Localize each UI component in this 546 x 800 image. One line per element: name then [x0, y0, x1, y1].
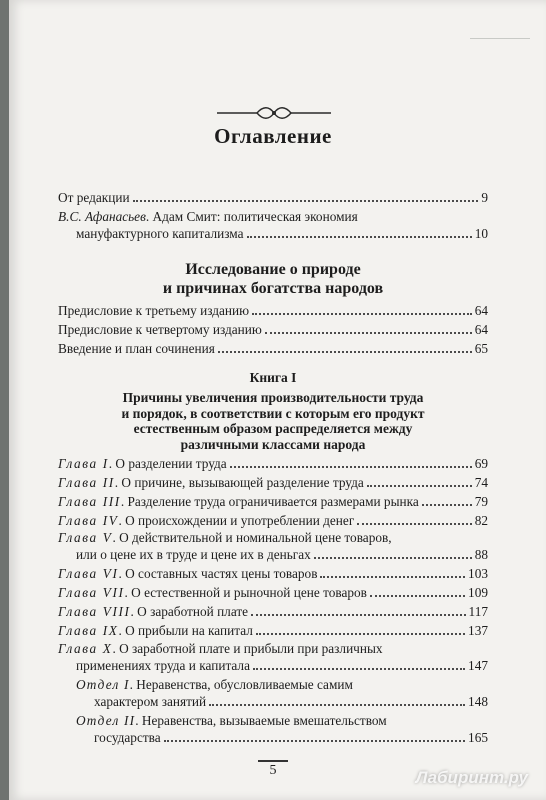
- book-subtitle-line: Причины увеличения производительности труда: [122, 390, 424, 405]
- page-number: 74: [474, 475, 488, 490]
- page-number: 165: [468, 730, 488, 745]
- book-title: Книга I: [249, 370, 297, 385]
- toc-entry-chapter-10[interactable]: [58, 641, 383, 657]
- entry-text: . О действительной и номинальной цене товаров,: [112, 530, 392, 545]
- entry-text: . Неравенства, обусловливаемые самим: [129, 677, 353, 692]
- entry-text: . О прибыли на капитал: [118, 623, 253, 638]
- page-number: 79: [474, 494, 488, 509]
- toc-entry-editorial[interactable]: [58, 190, 488, 206]
- leader-dots: [133, 190, 479, 202]
- page-number: 109: [468, 585, 488, 600]
- watermark: Лабиринт.ру: [415, 768, 528, 787]
- toc-entry-chapter-10-cont[interactable]: [76, 658, 488, 674]
- entry-text: . Неравенства, вызываемые вмешательством: [135, 713, 387, 728]
- toc-entry-chapter-4[interactable]: [58, 513, 488, 529]
- chapter-label: Глава VIII: [58, 604, 131, 619]
- entry-text-cont: или о цене их в труде и цене их в деньгах: [76, 547, 311, 562]
- page-number: 82: [474, 513, 488, 528]
- toc-entry-chapter-7[interactable]: [58, 585, 488, 601]
- leader-dots: [253, 658, 465, 670]
- toc-entry-afanasyev-cont[interactable]: [76, 226, 488, 242]
- leader-dots: [422, 494, 472, 506]
- page-number: 64: [474, 303, 488, 318]
- entry-text-cont: государства: [94, 730, 161, 745]
- entry-text: . О причине, вызывающей разделение труда: [114, 475, 364, 490]
- toc-entry-subsection-2[interactable]: [76, 713, 387, 729]
- toc-entry-subsection-2-cont[interactable]: [94, 730, 488, 746]
- entry-author: В.С. Афанасьев: [58, 209, 146, 224]
- entry-text: . О естественной и рыночной цене товаров: [124, 585, 367, 600]
- leader-dots: [367, 475, 472, 487]
- entry-text: . О разделении труда: [108, 456, 227, 471]
- chapter-label: Глава IX: [58, 623, 119, 638]
- toc-entry-chapter-6[interactable]: [58, 566, 488, 582]
- chapter-label: Глава I: [58, 456, 109, 471]
- toc-entry-chapter-9[interactable]: [58, 623, 488, 639]
- chapter-label: Глава II: [58, 475, 115, 490]
- entry-text: . О заработной плате и прибыли при различных: [112, 641, 383, 656]
- subsection-label: Отдел II: [76, 713, 136, 728]
- entry-text-cont: мануфактурного капитализма: [76, 226, 244, 241]
- subsection-label: Отдел I: [76, 677, 130, 692]
- page-number: 137: [468, 623, 488, 638]
- leader-dots: [252, 303, 472, 315]
- toc-entry-chapter-5[interactable]: [58, 530, 392, 546]
- page-number: 10: [474, 226, 488, 241]
- toc-entry-subsection-1[interactable]: [76, 677, 353, 693]
- book-subtitle-line: естественным образом распределяется между: [133, 421, 413, 436]
- entry-text: Введение и план сочинения: [58, 341, 215, 356]
- leader-dots: [314, 547, 472, 559]
- entry-text: . О происхождении и употреблении денег: [118, 513, 355, 528]
- leader-dots: [265, 322, 472, 334]
- page-title: Оглавление: [214, 124, 332, 148]
- chapter-label: Глава X: [58, 641, 113, 656]
- toc-entry-preface-4[interactable]: [58, 322, 488, 338]
- book-subtitle: [0, 390, 546, 452]
- leader-dots: [209, 694, 465, 706]
- entry-text: Предисловие к четвертому изданию: [58, 322, 262, 337]
- leader-dots: [230, 456, 472, 468]
- toc-entry-chapter-5-cont[interactable]: [76, 547, 488, 563]
- page-folio: 5: [258, 760, 288, 779]
- chapter-label: Глава VII: [58, 585, 125, 600]
- page-number: 88: [474, 547, 488, 562]
- leader-dots: [164, 730, 465, 742]
- leader-dots: [370, 585, 465, 597]
- leader-dots: [256, 623, 465, 635]
- book-subtitle-line: и порядок, в соответствии с которым его продукт: [121, 405, 425, 421]
- leader-dots: [251, 604, 465, 616]
- entry-text: Предисловие к третьему изданию: [58, 303, 250, 318]
- chapter-label: Глава V: [58, 530, 113, 545]
- chapter-label: Глава IV: [58, 513, 119, 528]
- ornament-divider: [215, 104, 333, 122]
- leader-dots: [320, 566, 465, 578]
- entry-text: От редакции: [58, 190, 130, 205]
- page-number: 147: [468, 658, 488, 673]
- leader-dots: [357, 513, 471, 525]
- leader-dots: [247, 226, 472, 238]
- section-title-line-2: и причинах богатства народов: [162, 280, 384, 297]
- toc-entry-subsection-1-cont[interactable]: [94, 694, 488, 710]
- entry-text: . О составных частях цены товаров: [118, 566, 318, 581]
- page-number: 148: [468, 694, 488, 709]
- entry-text: . Адам Смит: политическая экономия: [145, 209, 358, 224]
- entry-text-cont: применениях труда и капитала: [76, 658, 250, 673]
- toc-entry-chapter-3[interactable]: [58, 494, 488, 510]
- page-number: 9: [481, 190, 488, 205]
- toc-entry-afanasyev[interactable]: [58, 209, 358, 225]
- toc-entry-chapter-2[interactable]: [58, 475, 488, 491]
- toc-entry-chapter-1[interactable]: [58, 456, 488, 472]
- page-number: 103: [468, 566, 488, 581]
- page-number: 65: [474, 341, 488, 356]
- section-title-line-1: Исследование о природе: [185, 261, 361, 278]
- chapter-label: Глава VI: [58, 566, 119, 581]
- leader-dots: [218, 341, 472, 353]
- toc-entry-introduction[interactable]: [58, 341, 488, 357]
- entry-text-cont: характером занятий: [94, 694, 207, 709]
- page-number: 117: [468, 604, 488, 619]
- book-subtitle-line: различными классами народа: [180, 436, 366, 452]
- entry-text: . Разделение труда ограничивается размерами рынка: [120, 494, 419, 509]
- bleed-through-rule: [470, 38, 530, 41]
- chapter-label: Глава III: [58, 494, 121, 509]
- toc-entry-preface-3[interactable]: [58, 303, 488, 319]
- page-number: 69: [474, 456, 488, 471]
- entry-text: . О заработной плате: [130, 604, 249, 619]
- toc-entry-chapter-8[interactable]: [58, 604, 488, 620]
- page-number: 64: [474, 322, 488, 337]
